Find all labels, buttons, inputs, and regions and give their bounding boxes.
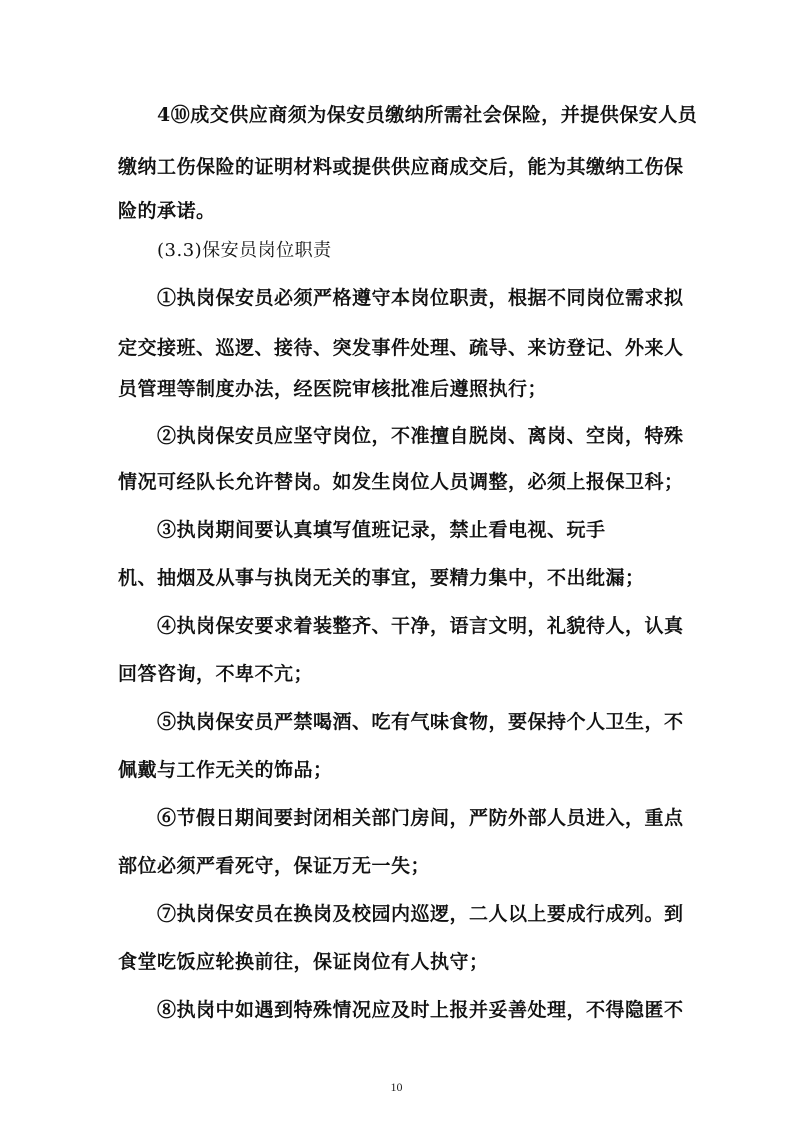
paragraph-line-2: 缴纳工伤保险的证明材料或提供供应商成交后，能为其缴纳工伤保 xyxy=(118,156,684,178)
section-heading: (3.3)保安员岗位职责 xyxy=(157,240,332,261)
paragraph-line-14: ⑤执岗保安员严禁喝酒、吃有气味食物，要保持个人卫生，不 xyxy=(157,711,684,733)
paragraph-line-16: ⑥节假日期间要封闭相关部门房间，严防外部人员进入，重点 xyxy=(157,807,684,829)
paragraph-line-12: ④执岗保安要求着装整齐、干净，语言文明，礼貌待人，认真 xyxy=(157,615,684,637)
paragraph-line-8: ②执岗保安员应坚守岗位，不准擅自脱岗、离岗、空岗，特殊 xyxy=(157,425,684,447)
paragraph-line-10: ③执岗期间要认真填写值班记录，禁止看电视、玩手 xyxy=(157,519,606,541)
paragraph-line-19: 食堂吃饭应轮换前往，保证岗位有人执守； xyxy=(118,951,489,973)
paragraph-line-18: ⑦执岗保安员在换岗及校园内巡逻，二人以上要成行成列。到 xyxy=(157,903,684,925)
paragraph-line-7: 员管理等制度办法，经医院审核批准后遵照执行； xyxy=(118,378,548,400)
paragraph-line-3: 险的承诺。 xyxy=(118,200,216,222)
paragraph-line-17: 部位必须严看死守，保证万无一失； xyxy=(118,855,431,877)
paragraph-line-11: 机、抽烟及从事与执岗无关的事宜，要精力集中，不出纰漏； xyxy=(118,567,645,589)
paragraph-line-15: 佩戴与工作无关的饰品； xyxy=(118,759,333,781)
paragraph-line-1: 4⑩成交供应商须为保安员缴纳所需社会保险，并提供保安人员 xyxy=(157,104,698,126)
paragraph-line-9: 情况可经队长允许替岗。如发生岗位人员调整，必须上报保卫科； xyxy=(118,471,684,493)
paragraph-line-5: ①执岗保安员必须严格遵守本岗位职责，根据不同岗位需求拟 xyxy=(157,287,684,309)
page-number: 10 xyxy=(390,1080,403,1094)
paragraph-line-20: ⑧执岗中如遇到特殊情况应及时上报并妥善处理，不得隐匿不 xyxy=(157,999,684,1021)
paragraph-line-6: 定交接班、巡逻、接待、突发事件处理、疏导、来访登记、外来人 xyxy=(118,337,684,359)
paragraph-line-13: 回答咨询，不卑不亢； xyxy=(118,663,314,685)
